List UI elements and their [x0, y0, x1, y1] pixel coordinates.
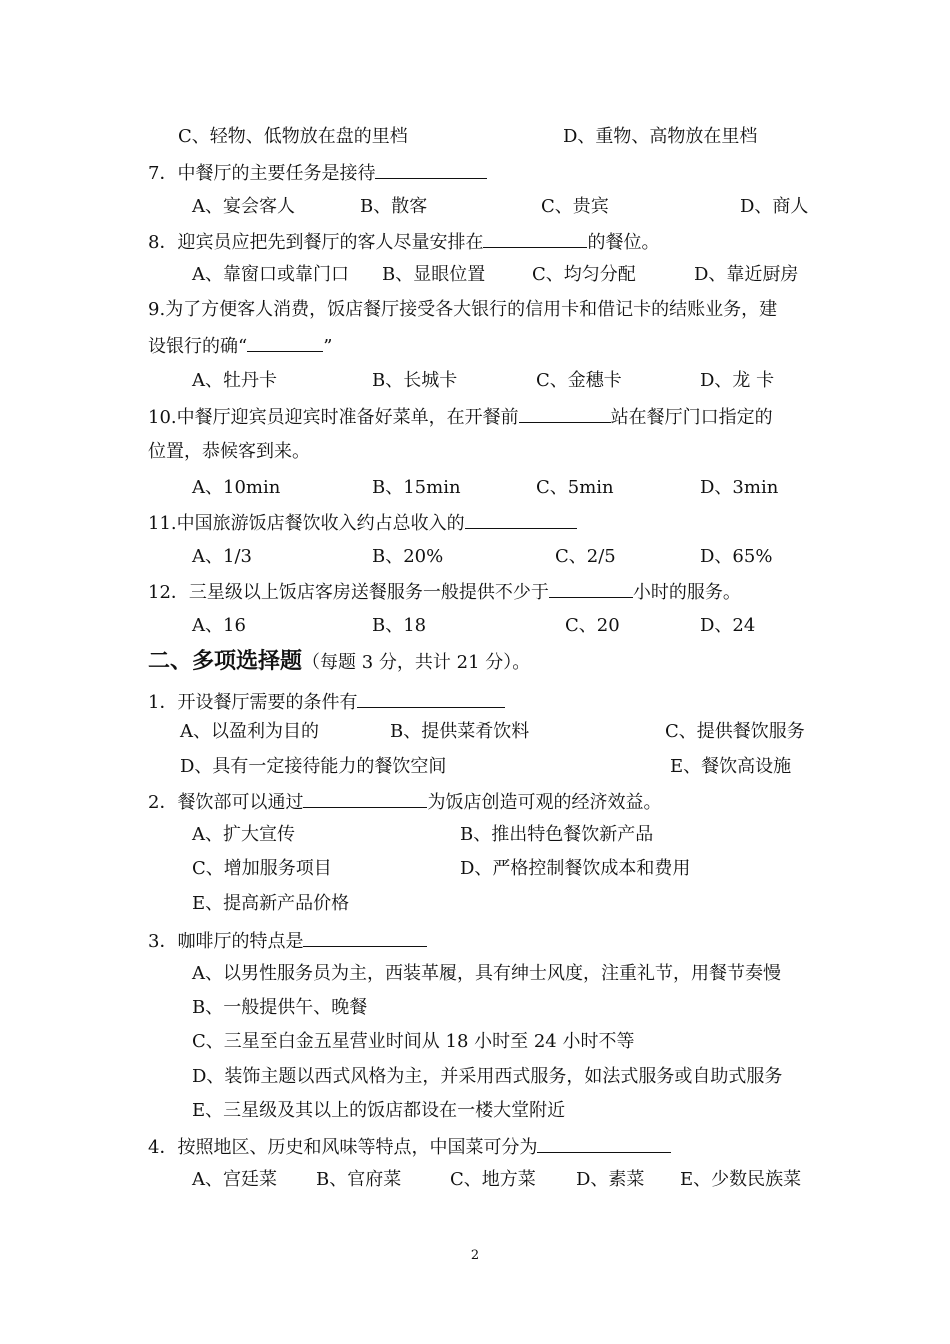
option-c: C、地方菜: [450, 1169, 536, 1190]
option-b: B、提供菜肴饮料: [390, 721, 530, 742]
option-a: A、牡丹卡: [192, 370, 277, 391]
option-b: B、15min: [372, 477, 461, 498]
question-number: 7．: [148, 163, 178, 184]
option-a: A、16: [192, 615, 246, 636]
question-7: [148, 160, 487, 186]
section-note: （每题 3 分，共计 21 分）。: [302, 652, 531, 673]
option-c: C、20: [565, 615, 620, 636]
answer-blank[interactable]: [375, 160, 487, 179]
option-a: A、以男性服务员为主，西装革履，具有绅士风度，注重礼节，用餐节奏慢: [192, 963, 781, 984]
question-8: [148, 229, 659, 255]
question-9-line-2: [148, 333, 332, 359]
question-text: 为了方便客人消费，饭店餐厅接受各大银行的信用卡和借记卡的结账业务，建: [165, 299, 778, 320]
option-a: A、10min: [192, 477, 281, 498]
option-e: E、提高新产品价格: [192, 893, 350, 914]
option-c: C、金穗卡: [536, 370, 622, 391]
answer-blank[interactable]: [357, 689, 505, 708]
question-number: 8．: [148, 232, 178, 253]
option-d: D、3min: [700, 477, 779, 498]
question-text: 开设餐厅需要的条件有: [177, 692, 358, 713]
option-b: B、官府菜: [316, 1169, 402, 1190]
question-number: 11.: [148, 513, 177, 534]
multi-question-1: [148, 689, 505, 715]
answer-blank[interactable]: [483, 229, 587, 248]
option-a: A、扩大宣传: [192, 824, 295, 845]
option-b: B、一般提供午、晚餐: [192, 997, 368, 1018]
option-d: D、靠近厨房: [694, 264, 799, 285]
option-c: C、贵宾: [541, 196, 609, 217]
multi-question-4: [148, 1134, 671, 1160]
option-b: B、推出特色餐饮新产品: [460, 824, 654, 845]
option-c: C、增加服务项目: [192, 858, 332, 879]
option-b: B、长城卡: [372, 370, 458, 391]
option-c: C、提供餐饮服务: [665, 721, 805, 742]
option-e: E、餐饮高设施: [670, 756, 792, 777]
option-a: A、以盈利为目的: [180, 721, 319, 742]
multi-question-3: [148, 928, 427, 954]
question-number: 12．: [148, 582, 189, 603]
question-text: 咖啡厅的特点是: [177, 931, 304, 952]
option-b: B、散客: [360, 196, 428, 217]
question-text: 中餐厅的主要任务是接待: [177, 163, 376, 184]
answer-blank[interactable]: [247, 333, 323, 352]
option-e: E、三星级及其以上的饭店都设在一楼大堂附近: [192, 1100, 566, 1121]
question-11: [148, 510, 577, 536]
option-d: D、24: [700, 615, 756, 636]
option-b: B、显眼位置: [382, 264, 486, 285]
option-d: D、商人: [740, 196, 809, 217]
option-d: D、装饰主题以西式风格为主，并采用西式服务，如法式服务或自助式服务: [192, 1066, 783, 1087]
option-c: C、5min: [536, 477, 614, 498]
option-c: C、三星至白金五星营业时间从 18 小时至 24 小时不等: [192, 1031, 635, 1052]
question-10: [148, 404, 773, 430]
page-number: 2: [470, 1248, 480, 1263]
answer-blank[interactable]: [465, 510, 577, 529]
answer-blank[interactable]: [549, 579, 633, 598]
answer-blank[interactable]: [537, 1134, 671, 1153]
question-number: 3．: [148, 931, 178, 952]
question-10-line-2: 位置，恭候客到来。: [148, 441, 310, 462]
question-text: 按照地区、历史和风味等特点，中国菜可分为: [177, 1137, 538, 1158]
multi-question-2: [148, 789, 661, 815]
answer-blank[interactable]: [303, 789, 427, 808]
option-a: A、宴会客人: [192, 196, 295, 217]
option-d: D、严格控制餐饮成本和费用: [460, 858, 691, 879]
option-e: E、少数民族菜: [680, 1169, 802, 1190]
option-b: B、18: [372, 615, 427, 636]
question-text-after: 为饭店创造可观的经济效益。: [427, 792, 662, 813]
option-d: D、具有一定接待能力的餐饮空间: [180, 756, 447, 777]
question-number: 4．: [148, 1137, 178, 1158]
option-d-carry: D、重物、高物放在里档: [563, 126, 758, 147]
question-12: [148, 579, 741, 605]
section-heading: [148, 646, 530, 678]
question-text: 三星级以上饭店客房送餐服务一般提供不少于: [188, 582, 549, 603]
answer-blank[interactable]: [519, 404, 611, 423]
question-text: 中餐厅迎宾员迎宾时准备好菜单，在开餐前: [176, 407, 519, 428]
question-text: 中国旅游饭店餐饮收入约占总收入的: [176, 513, 465, 534]
option-a: A、宫廷菜: [192, 1169, 277, 1190]
option-c-carry: C、轻物、低物放在盘的里档: [178, 126, 408, 147]
option-d: D、龙 卡: [700, 370, 775, 391]
question-text: 迎宾员应把先到餐厅的客人尽量安排在: [177, 232, 484, 253]
question-number: 10.: [148, 407, 177, 428]
option-c: C、2/5: [555, 546, 616, 567]
question-number: 1．: [148, 692, 178, 713]
option-b: B、20%: [372, 546, 444, 567]
option-d: D、素菜: [576, 1169, 645, 1190]
option-c: C、均匀分配: [532, 264, 636, 285]
question-text: 餐饮部可以通过: [177, 792, 304, 813]
option-a: A、靠窗口或靠门口: [192, 264, 349, 285]
question-number: 9.: [148, 299, 166, 320]
section-title: 二、多项选择题: [148, 648, 303, 674]
question-number: 2．: [148, 792, 178, 813]
answer-blank[interactable]: [303, 928, 427, 947]
option-a: A、1/3: [192, 546, 252, 567]
question-text-after: 小时的服务。: [632, 582, 741, 603]
option-d: D、65%: [700, 546, 773, 567]
question-text-after: 站在餐厅门口指定的: [610, 407, 773, 428]
question-text: 设银行的确“: [148, 336, 248, 357]
question-9: [148, 298, 777, 322]
question-text-after: 的餐位。: [587, 232, 660, 253]
question-text-after: ”: [323, 336, 333, 357]
